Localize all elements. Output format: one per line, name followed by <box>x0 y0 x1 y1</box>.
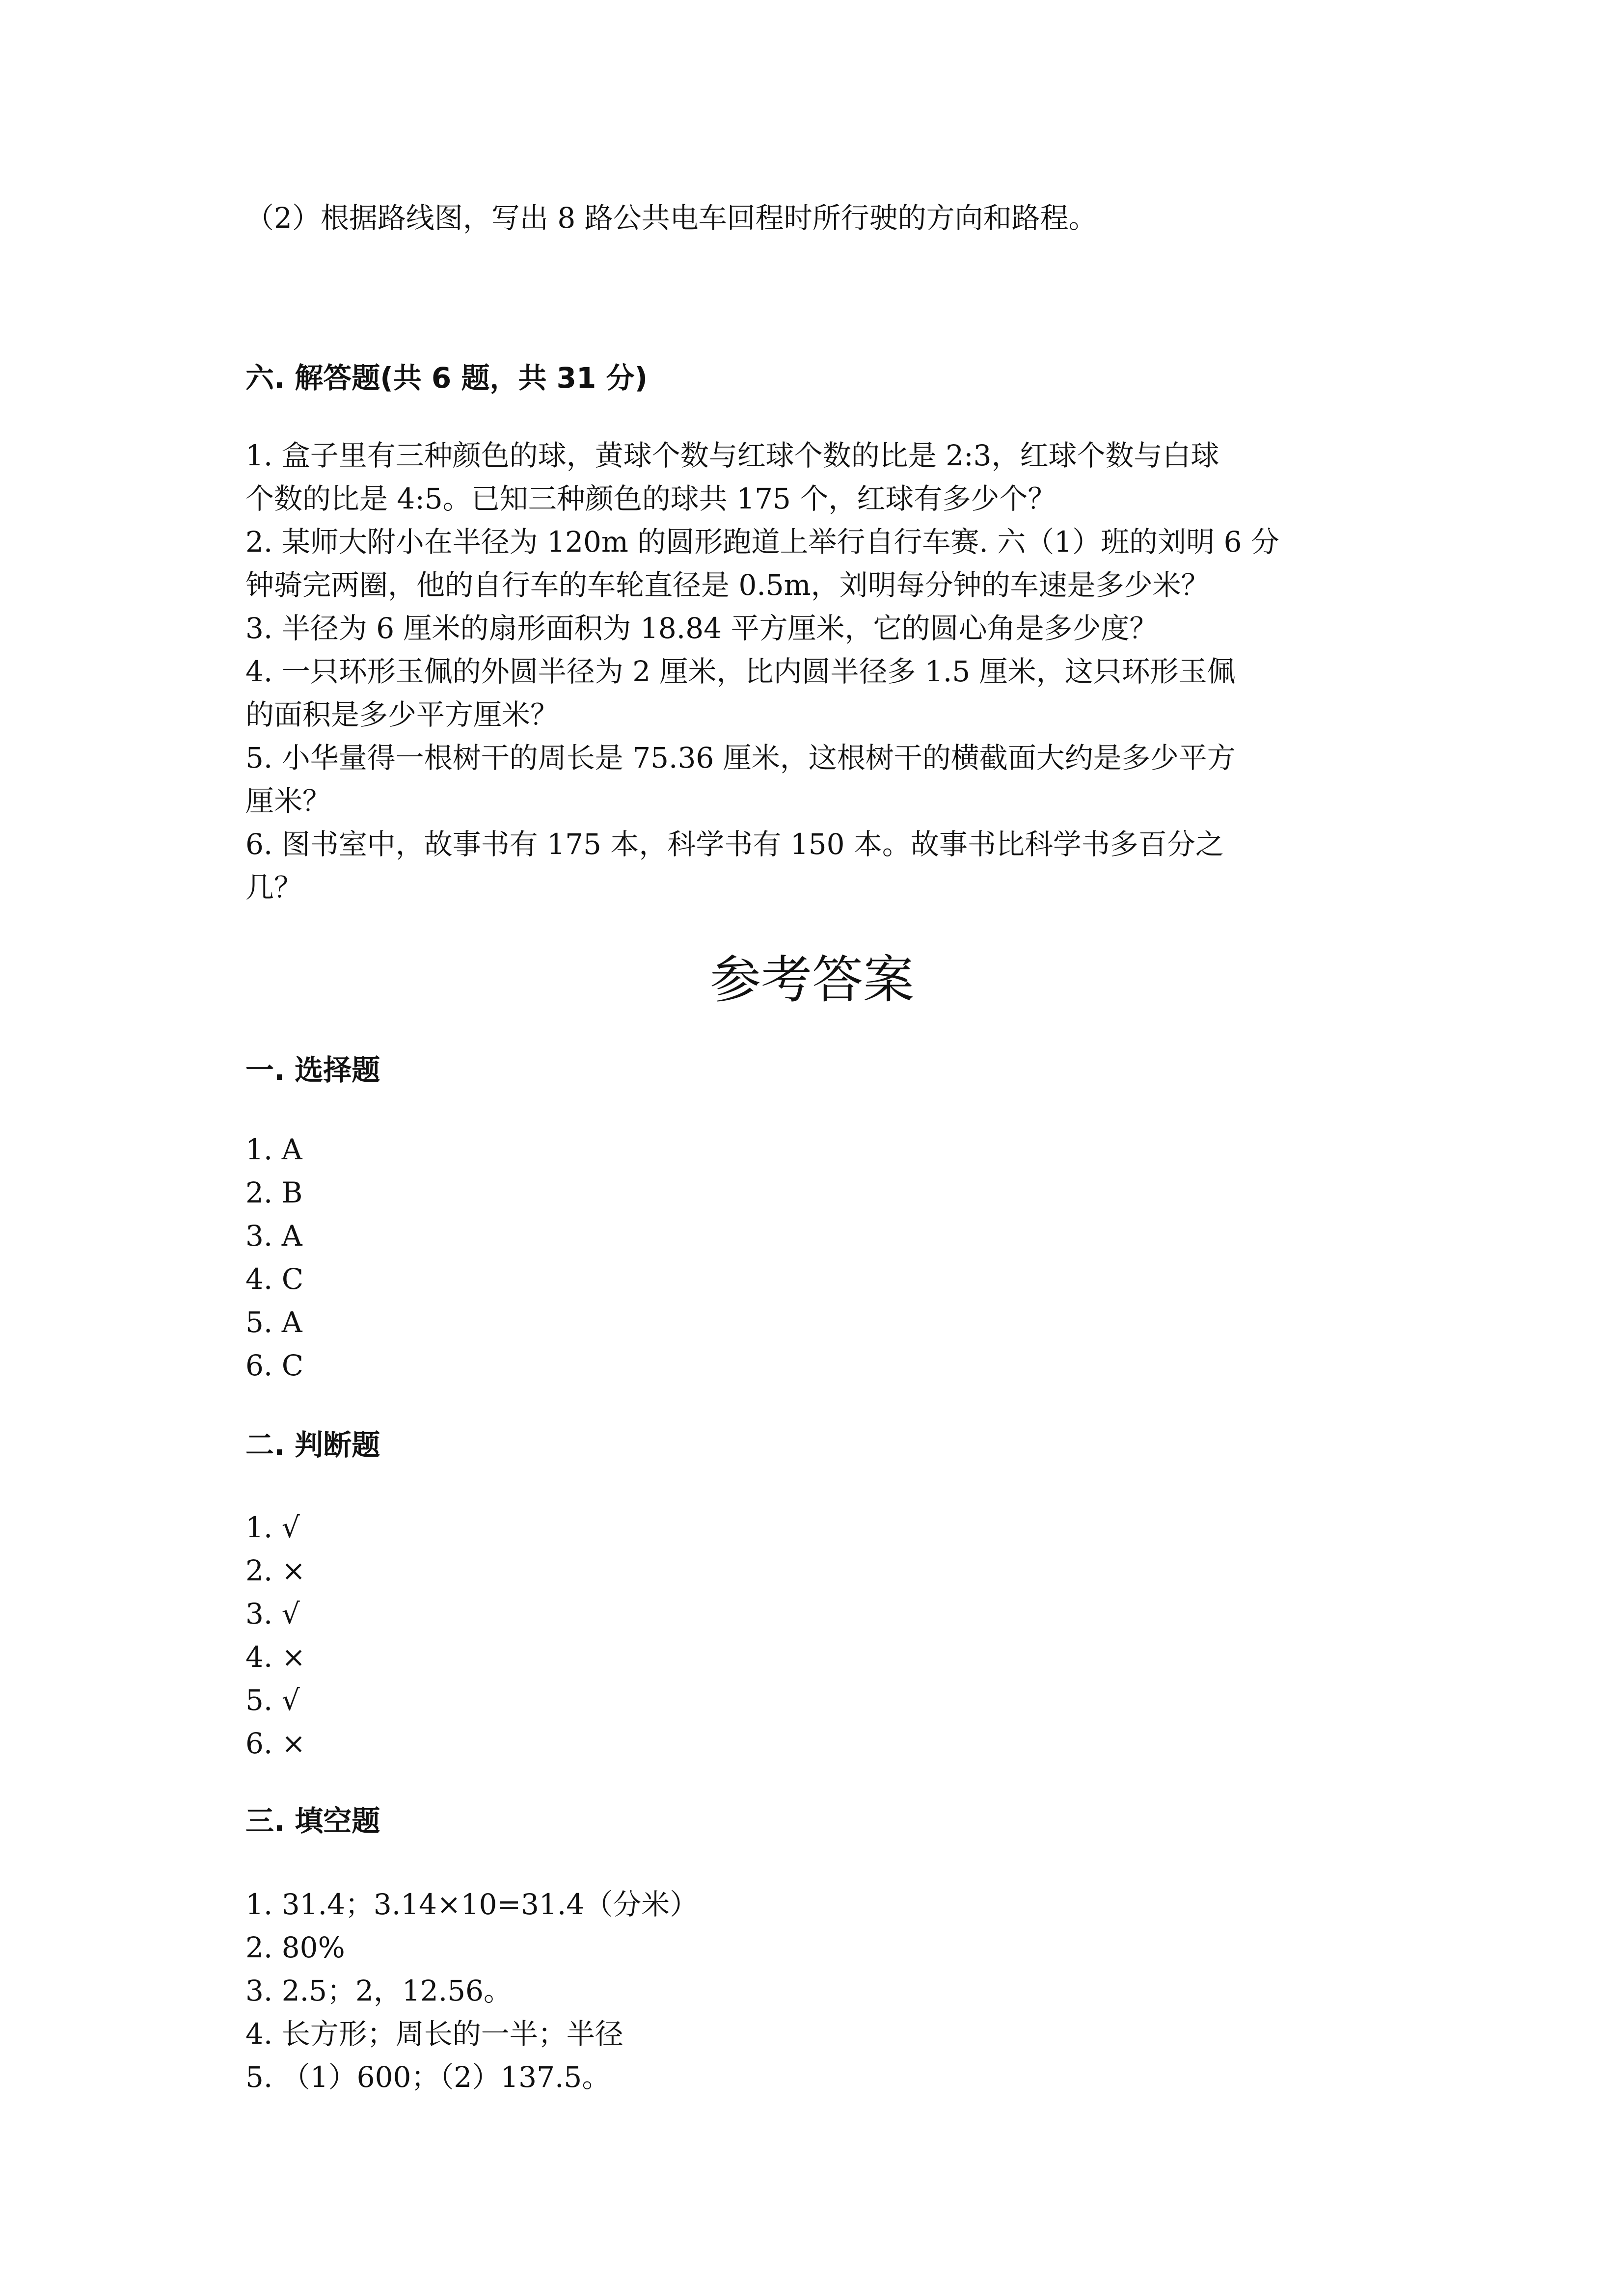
answer-item: 3. 2.5；2，12.56。 <box>245 1974 512 2007</box>
section1-answers <box>245 1128 1424 1387</box>
question-line: 2. 某师大附小在半径为 120m 的圆形跑道上举行自行车赛. 六（1）班的刘明 6 分 <box>245 525 1279 559</box>
part2-question: （2）根据路线图，写出 8 路公共电车回程时所行驶的方向和路程。 <box>245 201 1097 235</box>
answer-item: 5. A <box>245 1306 302 1339</box>
section6-heading: 六. 解答题(共 6 题，共 31 分) <box>245 361 648 395</box>
answer-item: 2. B <box>245 1176 303 1209</box>
question-line: 1. 盒子里有三种颜色的球，黄球个数与红球个数的比是 2:3，红球个数与白球 <box>245 439 1219 472</box>
question-line: 6. 图书室中，故事书有 175 本，科学书有 150 本。故事书比科学书多百分之 <box>245 828 1224 861</box>
answer-item: 4. C <box>245 1262 304 1296</box>
question-line: 3. 半径为 6 厘米的扇形面积为 18.84 平方厘米，它的圆心角是多少度？ <box>245 612 1158 645</box>
section6-questions <box>245 434 1424 909</box>
section1-heading: 一. 选择题 <box>245 1053 380 1087</box>
question-line: 4. 一只环形玉佩的外圆半径为 2 厘米，比内圆半径多 1.5 厘米，这只环形玉佩 <box>245 655 1236 688</box>
answer-item: 2. 80% <box>245 1931 345 1964</box>
section2-answers <box>245 1506 1424 1765</box>
answer-item: 1. √ <box>245 1511 300 1544</box>
answer-item: 3. √ <box>245 1597 300 1630</box>
question-line: 厘米？ <box>245 784 331 818</box>
answer-item: 6. C <box>245 1349 304 1382</box>
answer-item: 5. （1）600；（2）137.5。 <box>245 2060 611 2094</box>
question-line: 几？ <box>245 871 303 904</box>
answer-item: 5. √ <box>245 1683 300 1717</box>
section3-heading: 三. 填空题 <box>245 1804 380 1838</box>
answers-title: 参考答案 <box>709 950 914 1010</box>
section2-heading: 二. 判断题 <box>245 1428 380 1462</box>
question-line: 5. 小华量得一根树干的周长是 75.36 厘米，这根树干的横截面大约是多少平方 <box>245 741 1236 774</box>
answer-item: 4. × <box>245 1640 306 1674</box>
answer-item: 1. 31.4；3.14×10=31.4（分米） <box>245 1888 699 1921</box>
section3-answers <box>245 1883 1424 2099</box>
answer-item: 2. × <box>245 1554 306 1587</box>
question-line: 个数的比是 4:5。已知三种颜色的球共 175 个，红球有多少个？ <box>245 482 1056 515</box>
answer-item: 4. 长方形；周长的一半；半径 <box>245 2017 623 2051</box>
question-line: 的面积是多少平方厘米？ <box>245 698 559 731</box>
answer-item: 1. A <box>245 1133 302 1166</box>
question-line: 钟骑完两圈，他的自行车的车轮直径是 0.5m，刘明每分钟的车速是多少米？ <box>245 568 1210 602</box>
answer-item: 3. A <box>245 1219 302 1253</box>
answer-item: 6. × <box>245 1727 306 1760</box>
